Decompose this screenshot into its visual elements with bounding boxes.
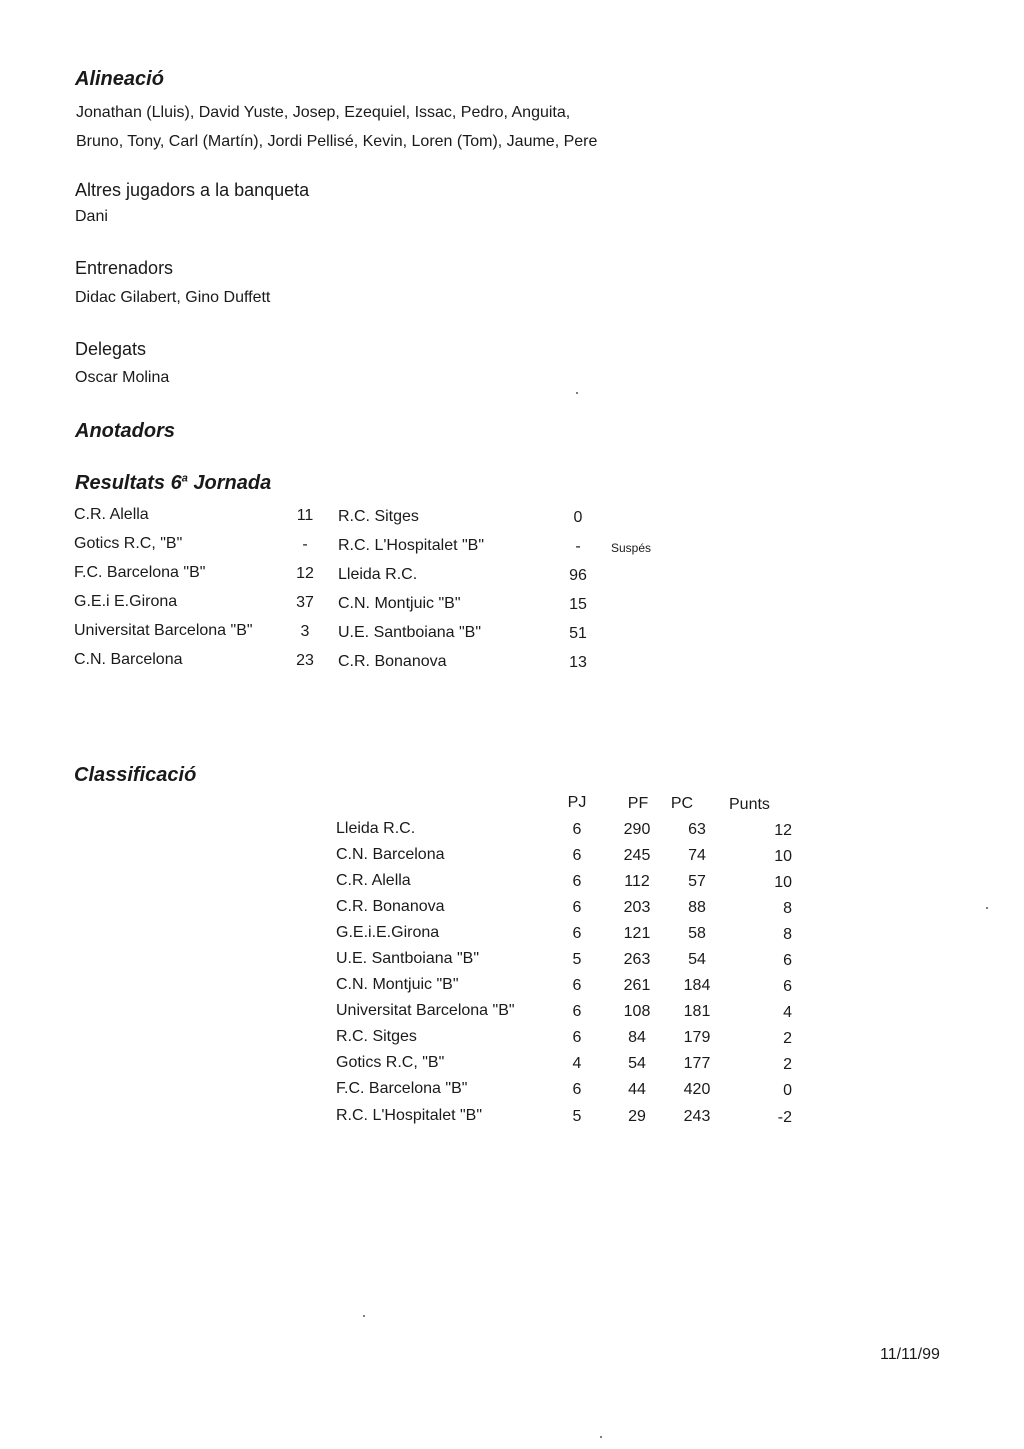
standings-pf: 29 xyxy=(628,1108,646,1125)
result-home-score: 23 xyxy=(296,652,314,669)
standings-pc: 63 xyxy=(688,821,706,838)
standings-pj: 6 xyxy=(572,1029,582,1046)
standings-pf: 290 xyxy=(623,821,651,838)
standings-team: Gotics R.C, "B" xyxy=(336,1054,445,1071)
scan-speck xyxy=(363,1315,365,1317)
standings-punts: 8 xyxy=(783,926,792,943)
result-note: Suspés xyxy=(611,541,652,555)
standings-pc: 177 xyxy=(683,1055,711,1072)
standings-pf: 54 xyxy=(628,1055,646,1072)
standings-header-pc: PC xyxy=(670,795,694,812)
standings-punts: 10 xyxy=(774,874,792,891)
standings-pf: 108 xyxy=(623,1003,651,1020)
result-home-score: - xyxy=(302,536,308,553)
result-away-score: 15 xyxy=(569,596,587,613)
standings-pf: 44 xyxy=(628,1081,646,1098)
standings-pj: 6 xyxy=(572,1003,582,1020)
result-home-team: C.N. Barcelona xyxy=(74,651,183,668)
standings-team: C.N. Montjuic "B" xyxy=(336,976,459,993)
standings-pc: 54 xyxy=(688,951,706,968)
result-away-score: 0 xyxy=(573,509,583,526)
standings-pc: 181 xyxy=(683,1003,711,1020)
standings-team: R.C. Sitges xyxy=(336,1028,417,1045)
result-away-team: C.R. Bonanova xyxy=(338,653,447,670)
standings-pc: 179 xyxy=(683,1029,711,1046)
bench-text: Dani xyxy=(75,208,108,225)
result-away-score: 13 xyxy=(569,654,587,671)
standings-punts: 10 xyxy=(774,848,792,865)
lineup-line-2: Bruno, Tony, Carl (Martín), Jordi Pellisé, Kevin, Loren (Tom), Jaume, Pere xyxy=(76,133,598,150)
standings-team: U.E. Santboiana "B" xyxy=(336,950,479,967)
standings-team: C.N. Barcelona xyxy=(336,846,445,863)
result-away-team: U.E. Santboiana "B" xyxy=(338,624,481,641)
result-home-team: Universitat Barcelona "B" xyxy=(74,622,253,639)
standings-punts: 8 xyxy=(783,900,792,917)
footer-date: 11/11/99 xyxy=(880,1346,940,1363)
result-home-team: Gotics R.C, "B" xyxy=(74,535,183,552)
standings-pj: 5 xyxy=(572,951,582,968)
standings-pc: 58 xyxy=(688,925,706,942)
standings-header-pf: PF xyxy=(627,795,649,812)
standings-pf: 121 xyxy=(623,925,651,942)
standings-punts: -2 xyxy=(777,1109,792,1126)
standings-team: F.C. Barcelona "B" xyxy=(336,1080,468,1097)
lineup-line-1: Jonathan (Lluis), David Yuste, Josep, Ezequiel, Issac, Pedro, Anguita, xyxy=(76,104,571,121)
standings-pc: 88 xyxy=(688,899,706,916)
standings-header-pj: PJ xyxy=(567,794,587,811)
standings-pf: 261 xyxy=(623,977,651,994)
result-home-score: 12 xyxy=(296,565,314,582)
standings-pj: 6 xyxy=(572,873,582,890)
result-home-team: C.R. Alella xyxy=(74,506,149,523)
standings-team: Universitat Barcelona "B" xyxy=(336,1002,515,1019)
scan-speck xyxy=(600,1436,602,1438)
standings-pj: 4 xyxy=(572,1055,582,1072)
coaches-heading: Entrenadors xyxy=(75,258,174,278)
standings-pc: 420 xyxy=(683,1081,711,1098)
standings-team: Lleida R.C. xyxy=(336,820,416,837)
standings-pf: 245 xyxy=(623,847,651,864)
result-away-score: - xyxy=(575,538,581,555)
result-away-score: 96 xyxy=(569,567,587,584)
scorers-heading: Anotadors xyxy=(75,420,175,442)
standings-pf: 112 xyxy=(624,873,650,890)
lineup-heading: Alineació xyxy=(75,68,164,90)
result-away-team: Lleida R.C. xyxy=(338,566,418,583)
standings-team: G.E.i.E.Girona xyxy=(336,924,440,941)
result-home-team: G.E.i E.Girona xyxy=(74,593,178,610)
result-home-score: 3 xyxy=(300,623,310,640)
standings-pf: 263 xyxy=(623,951,651,968)
result-away-team: C.N. Montjuic "B" xyxy=(338,595,461,612)
standings-pj: 6 xyxy=(572,821,582,838)
standings-pj: 6 xyxy=(572,899,582,916)
standings-pj: 6 xyxy=(572,1081,582,1098)
result-home-score: 11 xyxy=(296,507,314,524)
standings-team: C.R. Bonanova xyxy=(336,898,445,915)
result-home-score: 37 xyxy=(296,594,314,611)
result-home-team: F.C. Barcelona "B" xyxy=(74,564,206,581)
delegates-text: Oscar Molina xyxy=(75,369,170,386)
standings-punts: 0 xyxy=(783,1082,792,1099)
scan-speck xyxy=(986,907,988,909)
standings-header-punts: Punts xyxy=(729,796,770,813)
results-heading-main: Resultats 6 xyxy=(75,472,182,494)
results-heading-tail: Jornada xyxy=(187,472,272,494)
standings-pf: 203 xyxy=(623,899,651,916)
standings-pj: 5 xyxy=(572,1108,582,1125)
standings-pj: 6 xyxy=(572,925,582,942)
standings-heading: Classificació xyxy=(74,764,197,786)
standings-punts: 4 xyxy=(783,1004,792,1021)
standings-pc: 184 xyxy=(683,977,711,994)
standings-punts: 12 xyxy=(774,822,792,839)
result-away-team: R.C. Sitges xyxy=(338,508,419,525)
results-heading xyxy=(75,472,271,495)
standings-team: R.C. L'Hospitalet "B" xyxy=(336,1107,483,1124)
bench-heading: Altres jugadors a la banqueta xyxy=(75,180,310,200)
scan-speck xyxy=(576,392,578,394)
result-away-score: 51 xyxy=(569,625,587,642)
standings-punts: 2 xyxy=(783,1056,792,1073)
coaches-text: Didac Gilabert, Gino Duffett xyxy=(75,289,271,306)
delegates-heading: Delegats xyxy=(75,339,147,359)
standings-punts: 2 xyxy=(783,1030,792,1047)
standings-pc: 57 xyxy=(688,873,706,890)
standings-pf: 84 xyxy=(628,1029,646,1046)
standings-punts: 6 xyxy=(783,952,792,969)
results-heading-sup: a xyxy=(181,472,188,485)
standings-punts: 6 xyxy=(783,978,792,995)
standings-pj: 6 xyxy=(572,977,582,994)
result-away-team: R.C. L'Hospitalet "B" xyxy=(338,537,485,554)
standings-pc: 74 xyxy=(688,847,706,864)
standings-team: C.R. Alella xyxy=(336,872,411,889)
standings-pj: 6 xyxy=(572,847,582,864)
standings-pc: 243 xyxy=(683,1108,711,1125)
